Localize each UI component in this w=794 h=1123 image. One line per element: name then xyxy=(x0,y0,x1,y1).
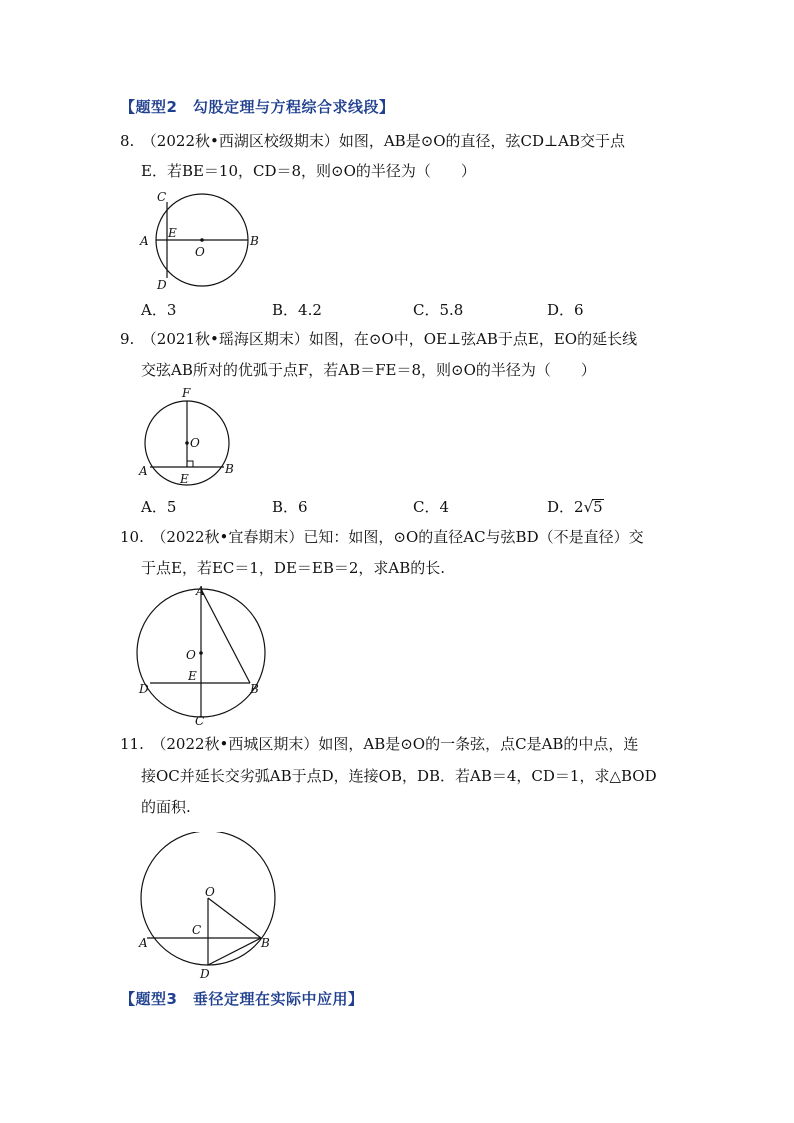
q8-label-a: A xyxy=(140,234,149,248)
q11-text-line2: 接OC并延长交劣弧AB于点D，连接OB，DB．若AB＝4，CD＝1，求△BOD xyxy=(141,767,657,785)
sqrt-symbol: √ xyxy=(583,498,594,516)
q10-figure xyxy=(134,583,284,728)
q10-label-d: D xyxy=(139,682,149,696)
q8-option-c: C．5.8 xyxy=(413,301,464,319)
q9-option-d-radicand: 5 xyxy=(593,498,603,516)
q9-option-d xyxy=(547,496,604,517)
q9-label-o: O xyxy=(190,436,200,450)
q9-option-b: B．6 xyxy=(272,498,308,516)
q10-label-c: C xyxy=(195,714,205,728)
q11-label-d: D xyxy=(200,967,210,981)
q8-text-line2: E．若BE＝10，CD＝8，则⊙O的半径为（ ） xyxy=(141,162,476,180)
q10-label-o: O xyxy=(186,648,196,662)
q8-label-e: E xyxy=(168,226,177,240)
q11-label-b: B xyxy=(261,936,270,950)
q9-option-d-prefix: D．2 xyxy=(547,498,584,516)
q11-label-o: O xyxy=(205,885,215,899)
q8-figure xyxy=(136,185,296,295)
q9-label-f: F xyxy=(182,386,191,400)
q11-figure xyxy=(134,832,294,982)
q9-label-e: E xyxy=(180,472,189,486)
q9-label-b: B xyxy=(225,462,234,476)
q8-text-line1: 8. （2022秋•西湖区校级期末）如图，AB是⊙O的直径，弦CD⊥AB交于点 xyxy=(120,132,626,150)
q8-label-d: D xyxy=(157,278,167,292)
q9-option-a: A．5 xyxy=(141,498,177,516)
q9-figure xyxy=(136,385,246,490)
q9-text-line1: 9. （2021秋•瑶海区期末）如图，在⊙O中，OE⊥弦AB于点E，EO的延长线 xyxy=(120,330,638,348)
q11-text-line1: 11. （2022秋•西城区期末）如图，AB是⊙O的一条弦，点C是AB的中点，连 xyxy=(120,735,639,753)
q10-text-line1: 10. （2022秋•宜春期末）已知：如图，⊙O的直径AC与弦BD（不是直径）交 xyxy=(120,528,644,546)
q9-option-c: C．4 xyxy=(413,498,450,516)
q8-label-c: C xyxy=(157,190,167,204)
q10-text-line2: 于点E，若EC＝1，DE＝EB＝2，求AB的长. xyxy=(141,559,446,577)
q9-text-line2: 交弦AB所对的优弧于点F，若AB＝FE＝8，则⊙O的半径为（ ） xyxy=(141,361,596,379)
q11-label-a: A xyxy=(139,936,148,950)
q11-text-line3: 的面积. xyxy=(141,798,191,816)
q8-option-a: A．3 xyxy=(141,301,177,319)
q8-option-b: B．4.2 xyxy=(272,301,322,319)
q8-label-o: O xyxy=(195,245,205,259)
q9-label-a: A xyxy=(139,464,148,478)
section-heading-type2: 【题型2 勾股定理与方程综合求线段】 xyxy=(120,98,395,116)
q10-label-a: A xyxy=(196,584,205,598)
q8-label-b: B xyxy=(250,234,259,248)
q11-label-c: C xyxy=(192,923,202,937)
q10-label-b: B xyxy=(250,682,259,696)
q10-label-e: E xyxy=(188,669,197,683)
q8-option-d: D．6 xyxy=(547,301,584,319)
section-heading-type3: 【题型3 垂径定理在实际中应用】 xyxy=(120,990,364,1008)
